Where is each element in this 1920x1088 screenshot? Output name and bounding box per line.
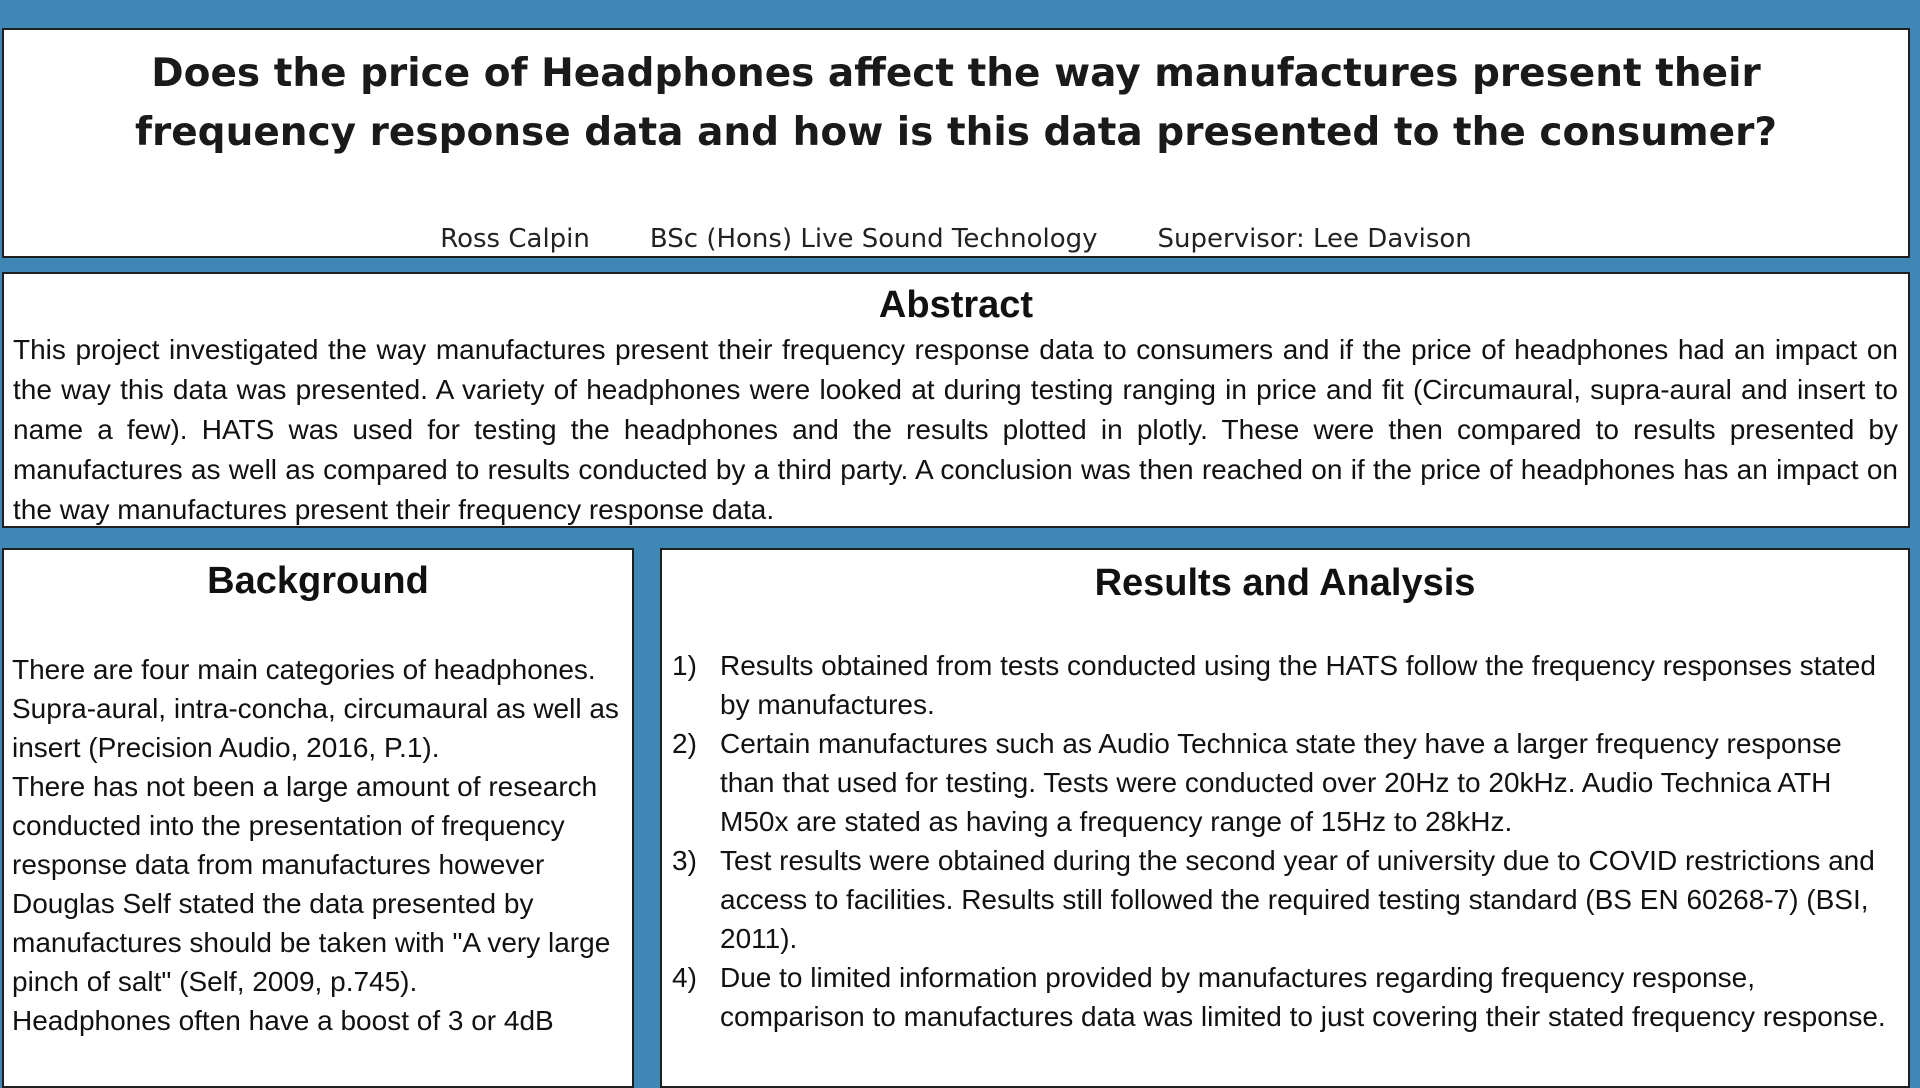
list-item (662, 958, 1900, 1036)
list-item-text: Results obtained from tests conducted using the HATS follow the frequency responses stated by manufactures. (720, 650, 1876, 720)
list-item (662, 724, 1900, 841)
list-item-number: 3) (672, 845, 697, 876)
results-heading: Results and Analysis (1094, 562, 1476, 604)
authors-row (4, 224, 1908, 254)
background-paragraph: There has not been a large amount of research conducted into the presentation of frequency response data from manufactures however Douglas Self stated the data presented by manufactures should be taken with "A very large pinch of salt" (Self, 2009, p.745). (12, 771, 611, 997)
background-paragraph: There are four main categories of headphones. Supra-aural, intra-concha, circumaural as well as insert (Precision Audio, 2016, P.1). (12, 654, 619, 763)
abstract-heading: Abstract (878, 284, 1034, 326)
supervisor-name: Supervisor: Lee Davison (1157, 224, 1472, 254)
list-item-text: Test results were obtained during the second year of university due to COVID restrictions and access to facilities. Results still followed the required testing standard (BS EN 60268-7) (BSI, 2011). (720, 845, 1875, 954)
course-name: BSc (Hons) Live Sound Technology (649, 224, 1098, 254)
background-paragraph: Headphones often have a boost of 3 or 4dB (12, 1005, 554, 1036)
background-panel (2, 548, 634, 1088)
background-text (12, 650, 624, 1040)
title-panel (2, 28, 1910, 258)
list-item-number: 4) (672, 962, 697, 993)
page-title: Does the price of Headphones affect the way manufactures present their frequency response data and how is this data presented to the consumer? (135, 51, 1777, 155)
list-item-number: 1) (672, 650, 697, 681)
list-item (662, 646, 1900, 724)
abstract-text: This project investigated the way manufactures present their frequency response data to consumers and if the price of headphones had an impact on the way this data was presented. A variety of headphones were looked at during testing ranging in price and fit (Circumaural, supra-aural and insert to name a few). HATS was used for testing the headphones and the results plotted in plotly. These were then compared to results presented by manufactures as well as compared to results conducted by a third party. A conclusion was then reached on if the price of headphones has an impact on the way manufactures present their frequency response data. (13, 334, 1898, 525)
list-item-text: Due to limited information provided by manufactures regarding frequency response, comparison to manufactures data was limited to just covering their stated frequency response. (720, 962, 1886, 1032)
list-item-number: 2) (672, 728, 697, 759)
background-heading: Background (207, 560, 429, 602)
results-panel (660, 548, 1910, 1088)
list-item (662, 841, 1900, 958)
list-item-text: Certain manufactures such as Audio Technica state they have a larger frequency response than that used for testing. Tests were conducted over 20Hz to 20kHz. Audio Technica ATH M50x are stated as having a frequency range of 15Hz to 28kHz. (720, 728, 1842, 837)
abstract-panel (2, 272, 1910, 528)
author-name: Ross Calpin (440, 224, 590, 254)
results-list (662, 646, 1900, 1036)
